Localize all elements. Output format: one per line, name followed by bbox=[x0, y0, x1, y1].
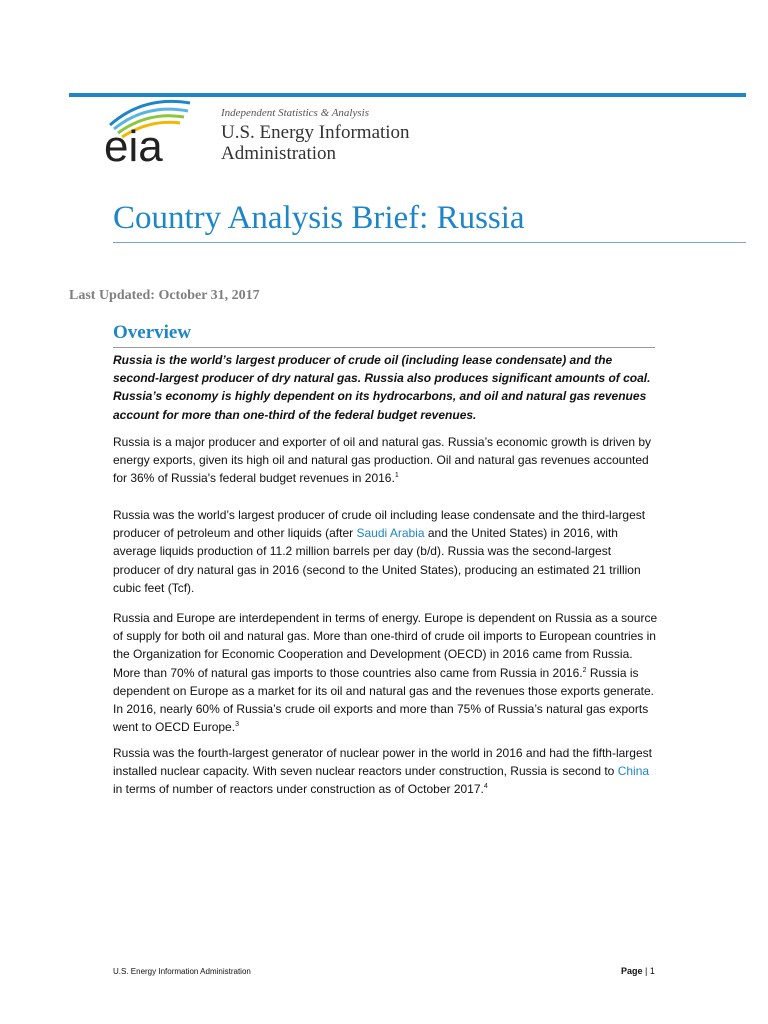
paragraph-2 bbox=[113, 506, 661, 597]
agency-name bbox=[221, 122, 410, 164]
page-label: Page bbox=[621, 966, 643, 976]
paragraph-3-text-b: Russia is dependent on Europe as a market for its oil and natural gas and the revenues those exports generate. In 2016, nearly 60% of Russia’s crude oil exports and more than 75% of Russia’s natural gas exports went to OECD Europe. bbox=[113, 665, 655, 735]
paragraph-1 bbox=[113, 433, 661, 488]
paragraph-1-text: Russia is a major producer and exporter of oil and natural gas. Russia’s economic growth is driven by energy exports, given its high oil and natural gas production. Oil and natural gas revenues accounted for 36% of Russia's federal budget revenues in 2016. bbox=[113, 435, 652, 486]
title-divider bbox=[113, 242, 746, 243]
section-heading-overview: Overview bbox=[113, 322, 192, 343]
last-updated: Last Updated: October 31, 2017 bbox=[69, 288, 260, 303]
page-number: 1 bbox=[649, 966, 655, 976]
footnote-ref-3[interactable]: 3 bbox=[235, 721, 239, 729]
paragraph-3 bbox=[113, 609, 661, 736]
agency-name-line1: U.S. Energy Information bbox=[221, 122, 410, 143]
eia-logo bbox=[104, 95, 194, 165]
paragraph-2-text-b: and the United States) in 2016, with average liquids production of 11.2 million barrels per day (b/d). Russia was the second-largest producer of dry natural gas in 2016 (second to the United States), producing an estimated 21 trillion cubic feet (Tcf). bbox=[113, 526, 641, 595]
page-separator: | bbox=[642, 966, 650, 976]
paragraph-4 bbox=[113, 744, 661, 799]
china-link[interactable]: China bbox=[617, 764, 650, 779]
lead-paragraph: Russia is the world’s largest producer of crude oil (including lease condensate) and the second-largest producer of dry natural gas. Russia also produces significant amounts of coal. Russia’s economy is highly dependent on its hydrocarbons, and oil and natural gas revenues account for more than one-third of the federal budget revenues. bbox=[113, 353, 651, 422]
paragraph-4-text-b: in terms of number of reactors under construction as of October 2017. bbox=[113, 782, 484, 797]
section-divider bbox=[113, 347, 655, 348]
paragraph-4-text-a: Russia was the fourth-largest generator of nuclear power in the world in 2016 and had the fifth-largest installed nuclear capacity. With seven nuclear reactors under construction, Russia is second to bbox=[113, 746, 652, 779]
footer-agency: U.S. Energy Information Administration bbox=[113, 967, 251, 976]
saudi-arabia-link[interactable]: Saudi Arabia bbox=[356, 526, 425, 541]
paragraph-3-text-a: Russia and Europe are interdependent in terms of energy. Europe is dependent on Russia as a source of supply for both oil and natural gas. More than one-third of crude oil imports to European countries in the Organization for Economic Cooperation and Development (OECD) in 2016 came from Russia. More than 70% of natural gas imports to those countries also came from Russia in 2016. bbox=[113, 611, 658, 680]
agency-name-line2: Administration bbox=[221, 143, 337, 164]
agency-tagline: Independent Statistics & Analysis bbox=[221, 107, 369, 119]
logo-text: eia bbox=[104, 122, 163, 165]
page-title: Country Analysis Brief: Russia bbox=[113, 200, 525, 236]
footnote-ref-2[interactable]: 2 bbox=[582, 666, 587, 674]
footer-page-number bbox=[621, 966, 655, 976]
footnote-ref-4[interactable]: 4 bbox=[483, 783, 488, 791]
paragraph-2-text-a: Russia was the world’s largest producer of crude oil including lease condensate and the third-largest producer of petroleum and other liquids (after bbox=[113, 508, 646, 541]
footnote-ref-1[interactable]: 1 bbox=[394, 472, 399, 480]
